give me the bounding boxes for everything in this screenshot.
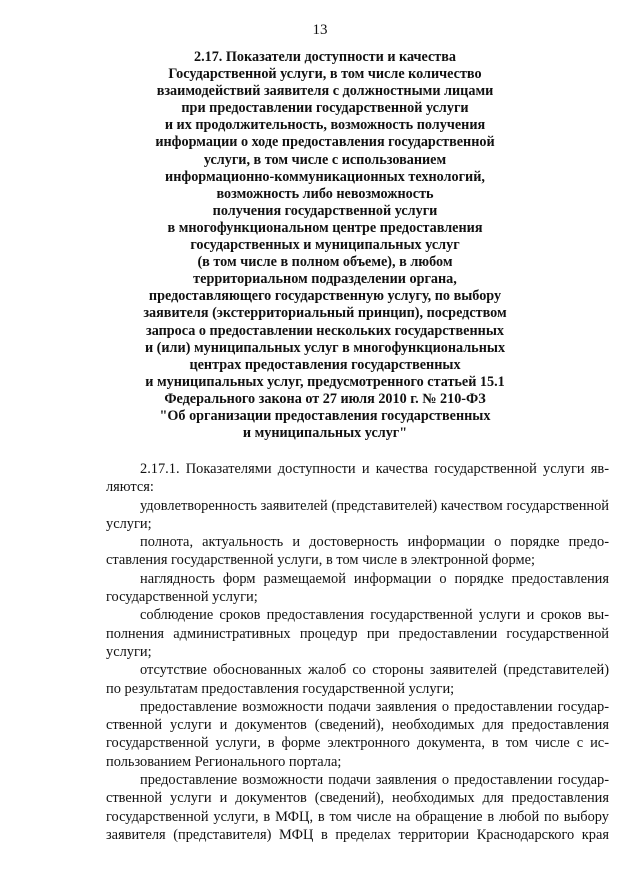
heading-line: информационно-коммуникационных технологий, xyxy=(165,168,485,185)
heading-line: 2.17. Показатели доступности и качества xyxy=(193,49,457,65)
heading-line: Федерального закона от 27 июля 2010 г. № 210-ФЗ xyxy=(164,390,486,407)
heading-line: и муниципальных услуг" xyxy=(242,425,408,442)
heading-line: заявителя (экстерриториальный принцип), посредством xyxy=(143,305,507,322)
heading-line: информации о ходе предоставления государственной xyxy=(155,134,495,151)
paragraph: удовлетворенность заявителей (представителей) качеством государственной услуги; xyxy=(106,497,609,532)
heading-line: и муниципальных услуг, предусмотренного статьей 15.1 xyxy=(145,373,505,390)
paragraph: 2.17.1. Показателями доступности и качества государственной услуги являются: xyxy=(106,461,609,496)
page-number: 13 xyxy=(312,22,328,38)
heading-line: (в том числе в полном объеме), в любом xyxy=(197,254,453,271)
heading-line: запроса о предоставлении нескольких государственных xyxy=(146,322,504,339)
heading-line: территориальном подразделении органа, xyxy=(193,271,457,288)
heading-line: услуги, в том числе с использованием xyxy=(203,151,447,168)
heading-line: центрах предоставления государственных xyxy=(189,356,461,373)
paragraph: предоставление возможности подачи заявления о предоставлении государственной услуги и документов (сведений), необходимых для предоставления государственной услуги, в МФЦ, в том числе на обращение в любой по выбору заявителя (представителя) МФЦ в пределах территории Краснодарского края xyxy=(106,772,609,843)
paragraph: предоставление возможности подачи заявления о предоставлении государственной услуги и документов (сведений), необходимых для предоставления государственной услуги, в форме электронного документа, в том числе с использованием Регионального портала; xyxy=(106,698,609,770)
heading-line: и их продолжительность, возможность получения xyxy=(164,117,486,134)
heading-line: и (или) муниципальных услуг в многофункциональных xyxy=(144,339,506,356)
paragraph: наглядность форм размещаемой информации о порядке предоставления государственной услуги; xyxy=(106,570,609,606)
paragraph: отсутствие обоснованных жалоб со стороны заявителей (представителей) по результатам предоставления государственной услуги; xyxy=(106,662,609,697)
section-heading xyxy=(90,49,560,442)
heading-line: "Об организации предоставления государственных xyxy=(159,407,491,424)
heading-line: взаимодействий заявителя с должностными лицами xyxy=(156,83,494,100)
heading-line: государственных и муниципальных услуг xyxy=(190,237,460,254)
body-text xyxy=(106,460,609,844)
paragraph: полнота, актуальность и достоверность информации о порядке предоставления государственной услуги, в том числе в электронной форме; xyxy=(106,534,609,569)
heading-line: предоставляющего государственную услугу, по выбору xyxy=(148,288,502,305)
heading-line: получения государственной услуги xyxy=(212,202,438,219)
paragraph: соблюдение сроков предоставления государственной услуги и сроков выполнения административных процедур при предоставлении государственной услуги; xyxy=(106,607,609,660)
heading-line: возможность либо невозможность xyxy=(216,185,434,202)
heading-line: при предоставлении государственной услуги xyxy=(181,100,469,117)
heading-line: Государственной услуги, в том числе количество xyxy=(168,66,482,83)
heading-line: в многофункциональном центре предоставления xyxy=(167,219,483,236)
